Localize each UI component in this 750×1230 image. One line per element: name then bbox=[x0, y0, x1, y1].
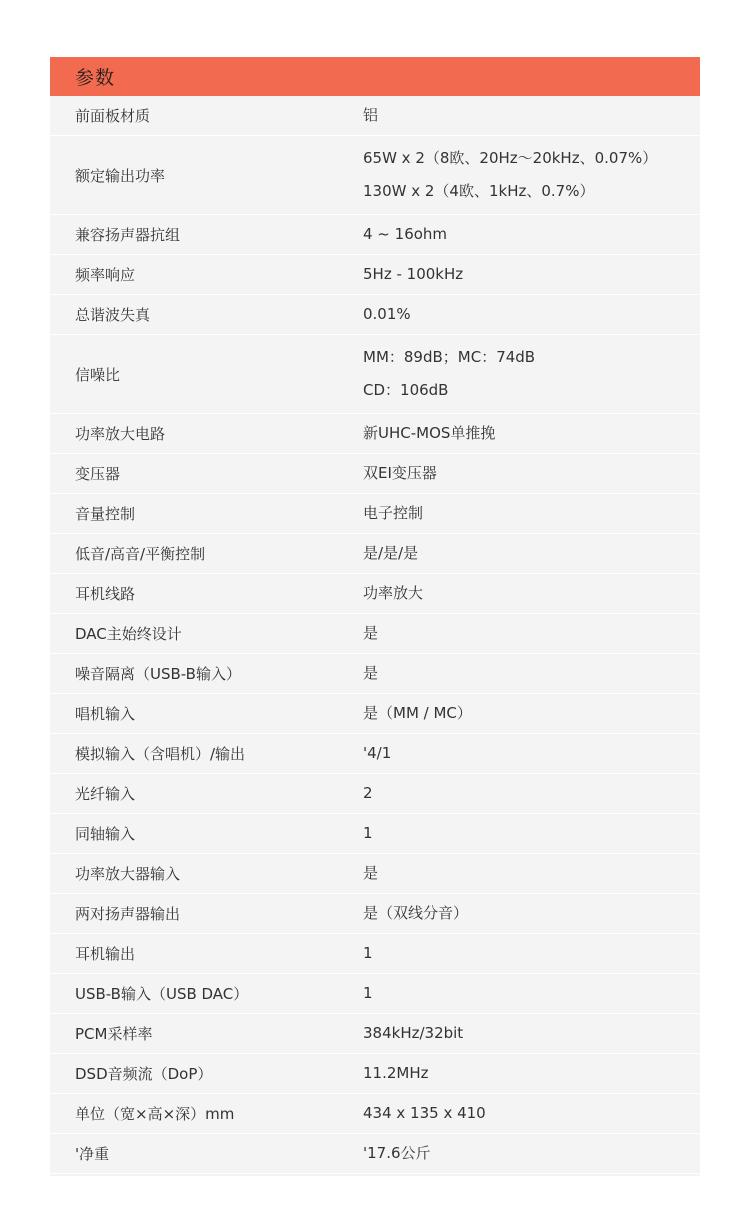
spec-label: 光纤输入 bbox=[75, 785, 136, 803]
spec-value bbox=[363, 617, 700, 650]
spec-value bbox=[363, 657, 700, 690]
spec-row bbox=[50, 1094, 700, 1134]
spec-row bbox=[50, 774, 700, 814]
spec-value-line: 功率放大 bbox=[363, 584, 424, 602]
spec-value bbox=[363, 142, 700, 208]
spec-value-line: CD：106dB bbox=[363, 381, 449, 399]
spec-value-line: 铝 bbox=[363, 106, 379, 124]
spec-row bbox=[50, 454, 700, 494]
spec-label: 兼容扬声器抗组 bbox=[75, 226, 181, 244]
spec-value-line: 是（双线分音） bbox=[363, 904, 469, 922]
spec-value bbox=[363, 1137, 700, 1170]
spec-label: 低音/高音/平衡控制 bbox=[75, 545, 206, 563]
spec-label: 同轴输入 bbox=[75, 825, 136, 843]
spec-value-line: 1 bbox=[363, 824, 373, 842]
spec-value-line: 是 bbox=[363, 864, 379, 882]
spec-value-line: 2 bbox=[363, 784, 373, 802]
spec-row bbox=[50, 215, 700, 255]
spec-row bbox=[50, 414, 700, 454]
spec-label: DAC主始终设计 bbox=[75, 625, 182, 643]
spec-value-line: 434 x 135 x 410 bbox=[363, 1104, 486, 1122]
spec-row bbox=[50, 96, 700, 136]
spec-value bbox=[363, 218, 700, 251]
spec-row bbox=[50, 894, 700, 934]
spec-row bbox=[50, 136, 700, 215]
spec-row bbox=[50, 295, 700, 335]
spec-label: 耳机线路 bbox=[75, 585, 136, 603]
spec-value-line: 电子控制 bbox=[363, 504, 424, 522]
spec-row bbox=[50, 694, 700, 734]
spec-value-line: 是（MM / MC） bbox=[363, 704, 472, 722]
spec-row bbox=[50, 734, 700, 774]
spec-value bbox=[363, 258, 700, 291]
spec-value bbox=[363, 1057, 700, 1090]
spec-value-line: 双EI变压器 bbox=[363, 464, 437, 482]
spec-row bbox=[50, 614, 700, 654]
spec-row bbox=[50, 1014, 700, 1054]
spec-value-line: '4/1 bbox=[363, 744, 392, 762]
spec-label: PCM采样率 bbox=[75, 1025, 153, 1043]
spec-row bbox=[50, 814, 700, 854]
spec-label: 单位（宽×高×深）mm bbox=[75, 1105, 235, 1123]
spec-value bbox=[363, 977, 700, 1010]
spec-label: '净重 bbox=[75, 1145, 110, 1163]
spec-value-line: 4 ~ 16ohm bbox=[363, 225, 448, 243]
spec-value-line: 384kHz/32bit bbox=[363, 1024, 464, 1042]
spec-table-header bbox=[50, 57, 700, 96]
spec-label: 前面板材质 bbox=[75, 107, 151, 125]
spec-label: 噪音隔离（USB-B输入） bbox=[75, 665, 241, 683]
spec-value-line: 65W x 2（8欧、20Hz～20kHz、0.07%） bbox=[363, 149, 658, 167]
spec-label: 两对扬声器输出 bbox=[75, 905, 181, 923]
spec-row bbox=[50, 534, 700, 574]
spec-value bbox=[363, 537, 700, 570]
spec-label: 信噪比 bbox=[75, 365, 121, 384]
spec-value bbox=[363, 577, 700, 610]
spec-label: 耳机输出 bbox=[75, 945, 136, 963]
spec-value bbox=[363, 937, 700, 970]
spec-value bbox=[363, 1097, 700, 1130]
spec-value-line: 11.2MHz bbox=[363, 1064, 429, 1082]
spec-value-line: 是/是/是 bbox=[363, 544, 419, 562]
spec-label: DSD音频流（DoP） bbox=[75, 1065, 213, 1083]
spec-value bbox=[363, 737, 700, 770]
spec-value-line: 新UHC-MOS单推挽 bbox=[363, 424, 496, 442]
spec-label: USB-B输入（USB DAC） bbox=[75, 985, 249, 1003]
spec-value bbox=[363, 341, 700, 407]
spec-label: 变压器 bbox=[75, 465, 121, 483]
spec-label: 功率放大电路 bbox=[75, 425, 166, 443]
spec-label: 功率放大器输入 bbox=[75, 865, 181, 883]
spec-value bbox=[363, 457, 700, 490]
spec-value bbox=[363, 417, 700, 450]
spec-value-line: MM：89dB；MC：74dB bbox=[363, 348, 536, 366]
spec-row bbox=[50, 854, 700, 894]
spec-row bbox=[50, 255, 700, 295]
spec-value bbox=[363, 897, 700, 930]
spec-table bbox=[50, 57, 700, 1176]
spec-value-line: 130W x 2（4欧、1kHz、0.7%） bbox=[363, 182, 595, 200]
spec-rows bbox=[50, 96, 700, 1174]
spec-row bbox=[50, 574, 700, 614]
spec-row bbox=[50, 934, 700, 974]
spec-label: 总谐波失真 bbox=[75, 306, 151, 324]
spec-label: 模拟输入（含唱机）/输出 bbox=[75, 745, 246, 763]
spec-value bbox=[363, 857, 700, 890]
spec-value-line: 1 bbox=[363, 944, 373, 962]
spec-value bbox=[363, 497, 700, 530]
spec-value bbox=[363, 817, 700, 850]
spec-row bbox=[50, 654, 700, 694]
spec-row bbox=[50, 335, 700, 414]
spec-row bbox=[50, 974, 700, 1014]
spec-value-line: '17.6公斤 bbox=[363, 1144, 431, 1162]
spec-table-title: 参数 bbox=[75, 67, 116, 89]
spec-label: 频率响应 bbox=[75, 266, 136, 284]
spec-value bbox=[363, 777, 700, 810]
spec-value bbox=[363, 697, 700, 730]
spec-value-line: 0.01% bbox=[363, 305, 411, 323]
spec-row bbox=[50, 494, 700, 534]
spec-row bbox=[50, 1054, 700, 1094]
spec-value-line: 5Hz - 100kHz bbox=[363, 265, 464, 283]
spec-label: 唱机输入 bbox=[75, 705, 136, 723]
spec-value bbox=[363, 298, 700, 331]
spec-value-line: 是 bbox=[363, 664, 379, 682]
spec-value bbox=[363, 1017, 700, 1050]
spec-value-line: 是 bbox=[363, 624, 379, 642]
spec-row bbox=[50, 1134, 700, 1174]
spec-value bbox=[363, 99, 700, 132]
spec-label: 音量控制 bbox=[75, 505, 136, 523]
spec-label: 额定输出功率 bbox=[75, 166, 166, 185]
spec-value-line: 1 bbox=[363, 984, 373, 1002]
